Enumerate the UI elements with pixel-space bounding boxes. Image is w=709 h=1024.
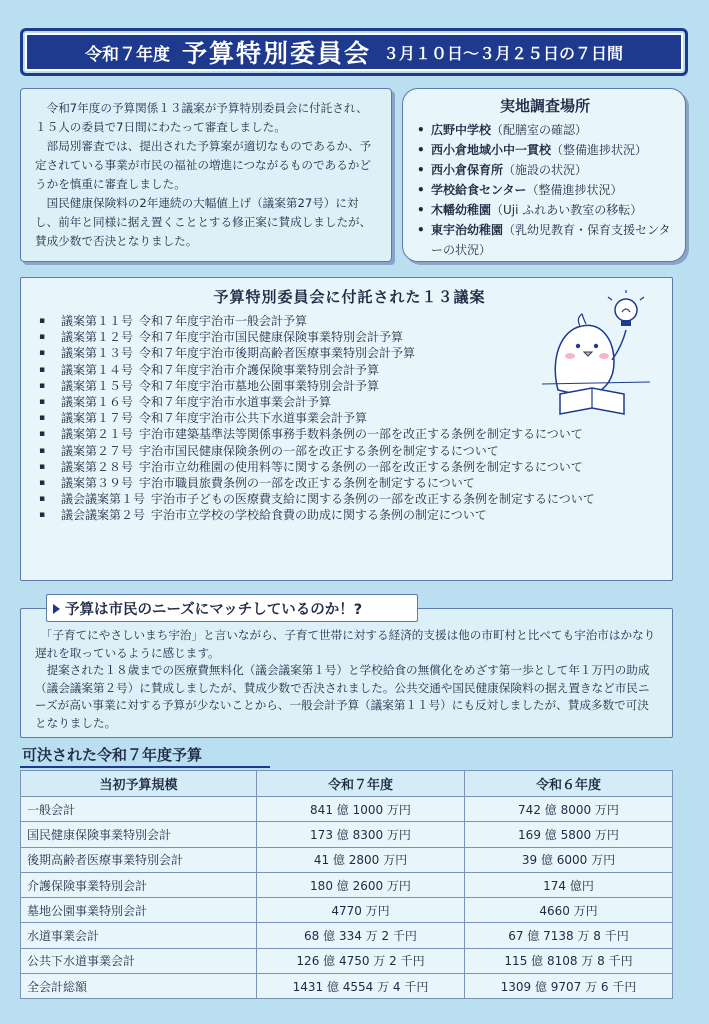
bill-title: 令和７年度宇治市介護保険事業特別会計予算 [139,362,380,377]
needs-paragraph: 提案された１８歳までの医療費無料化（議会議案第１号）と学校給食の無償化をめざす第一歩として年１万円の助成（議会議案第２号）に賛成しましたが、賛成少数で否決されました。公共交通や国民健康保険料の据え置きなど市民ニーズが高い事業に対する予算が少ないことから、一般会計予算（議案第１１号）にも反対しましたが、賛成多数で可決となりました。 [35,663,650,730]
bill-number: 議案第２１号 [61,427,134,442]
column-header: 令和６年度 [465,771,673,797]
sites-list [417,120,673,260]
r6-amount: 4660 万円 [465,898,673,923]
r7-amount: 68 億 334 万 2 千円 [257,923,465,948]
bird-mascot-illustration [540,290,660,420]
lightbulb-icon [608,290,644,326]
r7-amount: 1431 億 4554 万 4 千円 [257,974,465,999]
site-name: 東宇治幼稚園 [431,223,504,237]
needs-paragraph: 「子育てにやさしいまち宇治」と言いながら、子育て世帯に対する経済的支援は他の市町村と比べても宇治市はかなり遅れを取っているように感じます。 [35,628,656,660]
list-item [39,459,660,475]
intro-box [20,88,392,262]
site-note: （整備進捗状況） [551,143,648,157]
budget-title: 可決された令和７年度予算 [22,746,203,764]
r7-amount: 41 億 2800 万円 [257,847,465,872]
site-note: （Uji ふれあい教室の移転） [491,203,643,217]
list-item [39,443,660,459]
list-item [39,507,660,523]
bill-title: 宇治市子どもの医療費支給に関する条例の一部を改正する条例を制定するについて [151,492,595,507]
site-name: 西小倉保育所 [431,163,504,177]
bill-title: 宇治市職員旅費条例の一部を改正する条例を制定するについて [139,476,475,491]
r6-amount: 39 億 6000 万円 [465,847,673,872]
bill-number: 議案第１５号 [61,378,134,393]
bills-heading: 予算特別委員会に付託された１３議案 [213,288,486,306]
r7-amount: 173 億 8300 万円 [257,822,465,847]
r7-amount: 4770 万円 [257,898,465,923]
list-item [417,180,673,200]
page-title: 予算特別委員会 [181,39,371,68]
needs-heading: 予算は市民のニーズにマッチしているのか！? [65,601,363,618]
needs-body-box [20,608,673,738]
bill-title: 宇治市建築基準法等関係事務手数料条例の一部を改正する条例を制定するについて [139,427,583,442]
account-name: 墓地公園事業特別会計 [21,898,257,923]
bill-title: 令和７年度宇治市水道事業会計予算 [139,395,332,410]
triangle-bullet-icon [53,604,60,614]
intro-paragraph: 令和7年度の予算関係１３議案が予算特別委員会に付託され、１５人の委員で7日間にわたって審査しました。 [35,101,368,134]
bill-number: 議案第１２号 [61,330,134,345]
bill-number: 議案第１７号 [61,411,134,426]
title-banner [20,28,688,76]
table-row [21,847,673,872]
r6-amount: 1309 億 9707 万 6 千円 [465,974,673,999]
account-name: 介護保険事業特別会計 [21,872,257,897]
bill-number: 議案第１４号 [61,362,134,377]
session-period: ３月１０日～３月２５日の７日間 [383,43,624,63]
r7-amount: 126 億 4750 万 2 千円 [257,948,465,973]
list-item [39,475,660,491]
r6-amount: 169 億 5800 万円 [465,822,673,847]
r6-amount: 115 億 8108 万 8 千円 [465,948,673,973]
bill-number: 議案第２７号 [61,443,134,458]
bill-title: 令和７年度宇治市一般会計予算 [139,314,308,328]
account-name: 水道事業会計 [21,923,257,948]
table-row [21,797,673,822]
intro-paragraph: 国民健康保険料の2年連続の大幅値上げ（議案第27号）に対し、前年と同様に据え置くこととする修正案に賛成しましたが、賛成少数で否決となりました。 [35,196,372,248]
table-row [21,923,673,948]
bill-number: 議会議案第１号 [61,492,146,507]
bill-number: 議案第１６号 [61,395,134,410]
column-header: 令和７年度 [257,771,465,797]
r6-amount: 742 億 8000 万円 [465,797,673,822]
site-name: 木幡幼稚園 [431,203,492,217]
account-name: 全会計総額 [21,974,257,999]
table-row [21,974,673,999]
site-note: （配膳室の確認） [491,123,588,137]
needs-heading-box [46,594,418,622]
site-note: （施設の状況） [503,163,588,177]
account-name: 公共下水道事業会計 [21,948,257,973]
table-row [21,872,673,897]
table-row [21,898,673,923]
r7-amount: 841 億 1000 万円 [257,797,465,822]
list-item [417,220,673,260]
bill-title: 令和７年度宇治市墓地公園事業特別会計予算 [139,378,380,393]
bill-number: 議案第２８号 [61,459,134,474]
r6-amount: 174 億円 [465,872,673,897]
sites-heading: 実地調査場所 [499,97,590,115]
bill-title: 宇治市立幼稚園の使用料等に関する条例の一部を改正する条例を制定するについて [139,459,583,474]
column-header: 当初予算規模 [21,771,257,797]
table-row [21,822,673,847]
site-name: 学校給食センター [431,183,527,197]
site-name: 広野中学校 [431,123,492,137]
bill-title: 令和７年度宇治市公共下水道事業会計予算 [139,411,368,426]
bill-number: 議案第３９号 [61,476,134,491]
table-row [21,948,673,973]
r7-amount: 180 億 2600 万円 [257,872,465,897]
site-note: （整備進捗状況） [526,183,623,197]
site-note: （乳幼児教育・保育支援センターの状況） [431,223,671,257]
list-item [39,426,660,442]
list-item [39,491,660,507]
account-name: 一般会計 [21,797,257,822]
table-header-row [21,771,673,797]
list-item [417,160,673,180]
title-underline [20,766,270,768]
bill-number: 議案第１３号 [61,346,134,361]
bill-title: 令和７年度宇治市国民健康保険事業特別会計予算 [139,330,404,345]
r6-amount: 67 億 7138 万 8 千円 [465,923,673,948]
list-item [417,200,673,220]
site-name: 西小倉地域小中一貫校 [431,143,552,157]
list-item [417,120,673,140]
bill-number: 議会議案第２号 [61,508,146,523]
bill-title: 宇治市国民健康保険条例の一部を改正する条例を制定するについて [139,443,499,458]
bill-number: 議案第１１号 [61,314,134,328]
bill-title: 令和７年度宇治市後期高齢者医療事業特別会計予算 [139,346,416,361]
account-name: 国民健康保険事業特別会計 [21,822,257,847]
year-label: 令和７年度 [84,44,170,65]
intro-paragraph: 部局別審査では、提出された予算案が適切なものであるか、予定されている事業が市民の福祉の増進につながるものであるかどうかを慎重に審査しました。 [35,139,372,191]
bill-title: 宇治市立学校の学校給食費の助成に関する条例の制定について [151,508,487,523]
budget-table [20,770,673,999]
inspection-sites-box [402,88,686,262]
list-item [417,140,673,160]
account-name: 後期高齢者医療事業特別会計 [21,847,257,872]
